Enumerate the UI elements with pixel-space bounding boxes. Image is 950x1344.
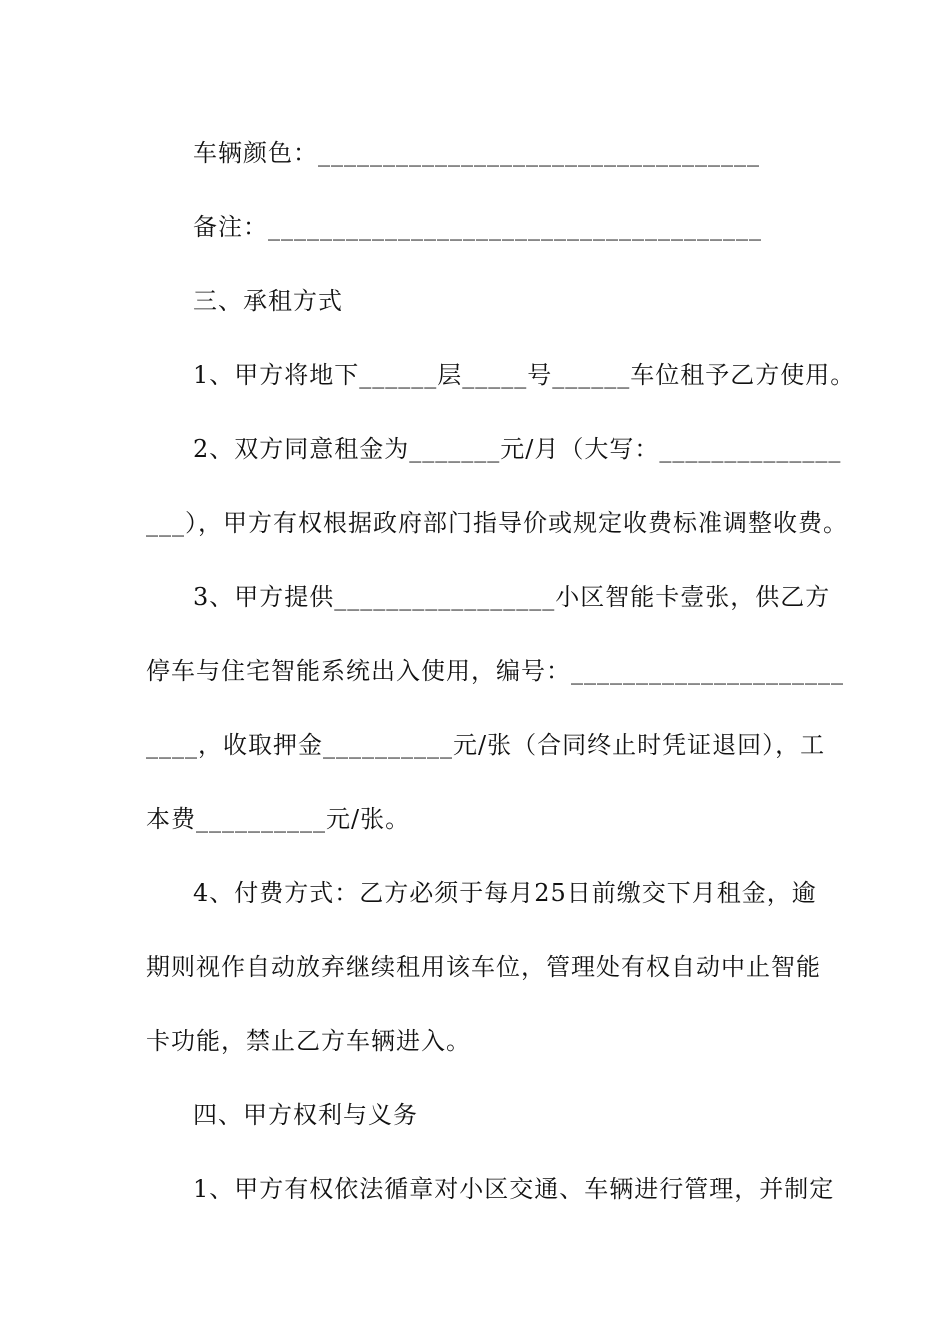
clause-3-1-line: 1、甲方将地下______层_____号______车位租予乙方使用。 [193,361,856,389]
clause-3-4-line-2: 期则视作自动放弃继续租用该车位，管理处有权自动中止智能 [146,953,821,981]
clause-3-3-line-2: 停车与住宅智能系统出入使用，编号：_____________________ [146,657,844,685]
clause-3-3-line-1: 3、甲方提供_________________小区智能卡壹张，供乙方 [193,583,831,611]
remarks-line: 备注：______________________________________ [193,213,762,241]
section-three-heading: 三、承租方式 [193,287,343,315]
clause-3-2-line-1: 2、双方同意租金为_______元/月（大写：______________ [193,435,842,463]
clause-3-3-line-3: ____，收取押金__________元/张（合同终止时凭证退回），工 [146,731,826,759]
clause-3-4-line-3: 卡功能，禁止乙方车辆进入。 [146,1027,471,1055]
vehicle-color-line: 车辆颜色：__________________________________ [193,139,760,167]
clause-3-4-line-1: 4、付费方式：乙方必须于每月25日前缴交下月租金，逾 [193,879,817,907]
clause-4-1-line-1: 1、甲方有权依法循章对小区交通、车辆进行管理，并制定 [193,1175,835,1203]
section-four-heading: 四、甲方权利与义务 [193,1101,418,1129]
clause-3-3-line-4: 本费__________元/张。 [146,805,411,833]
clause-3-2-line-2: ___），甲方有权根据政府部门指导价或规定收费标准调整收费。 [146,509,848,537]
